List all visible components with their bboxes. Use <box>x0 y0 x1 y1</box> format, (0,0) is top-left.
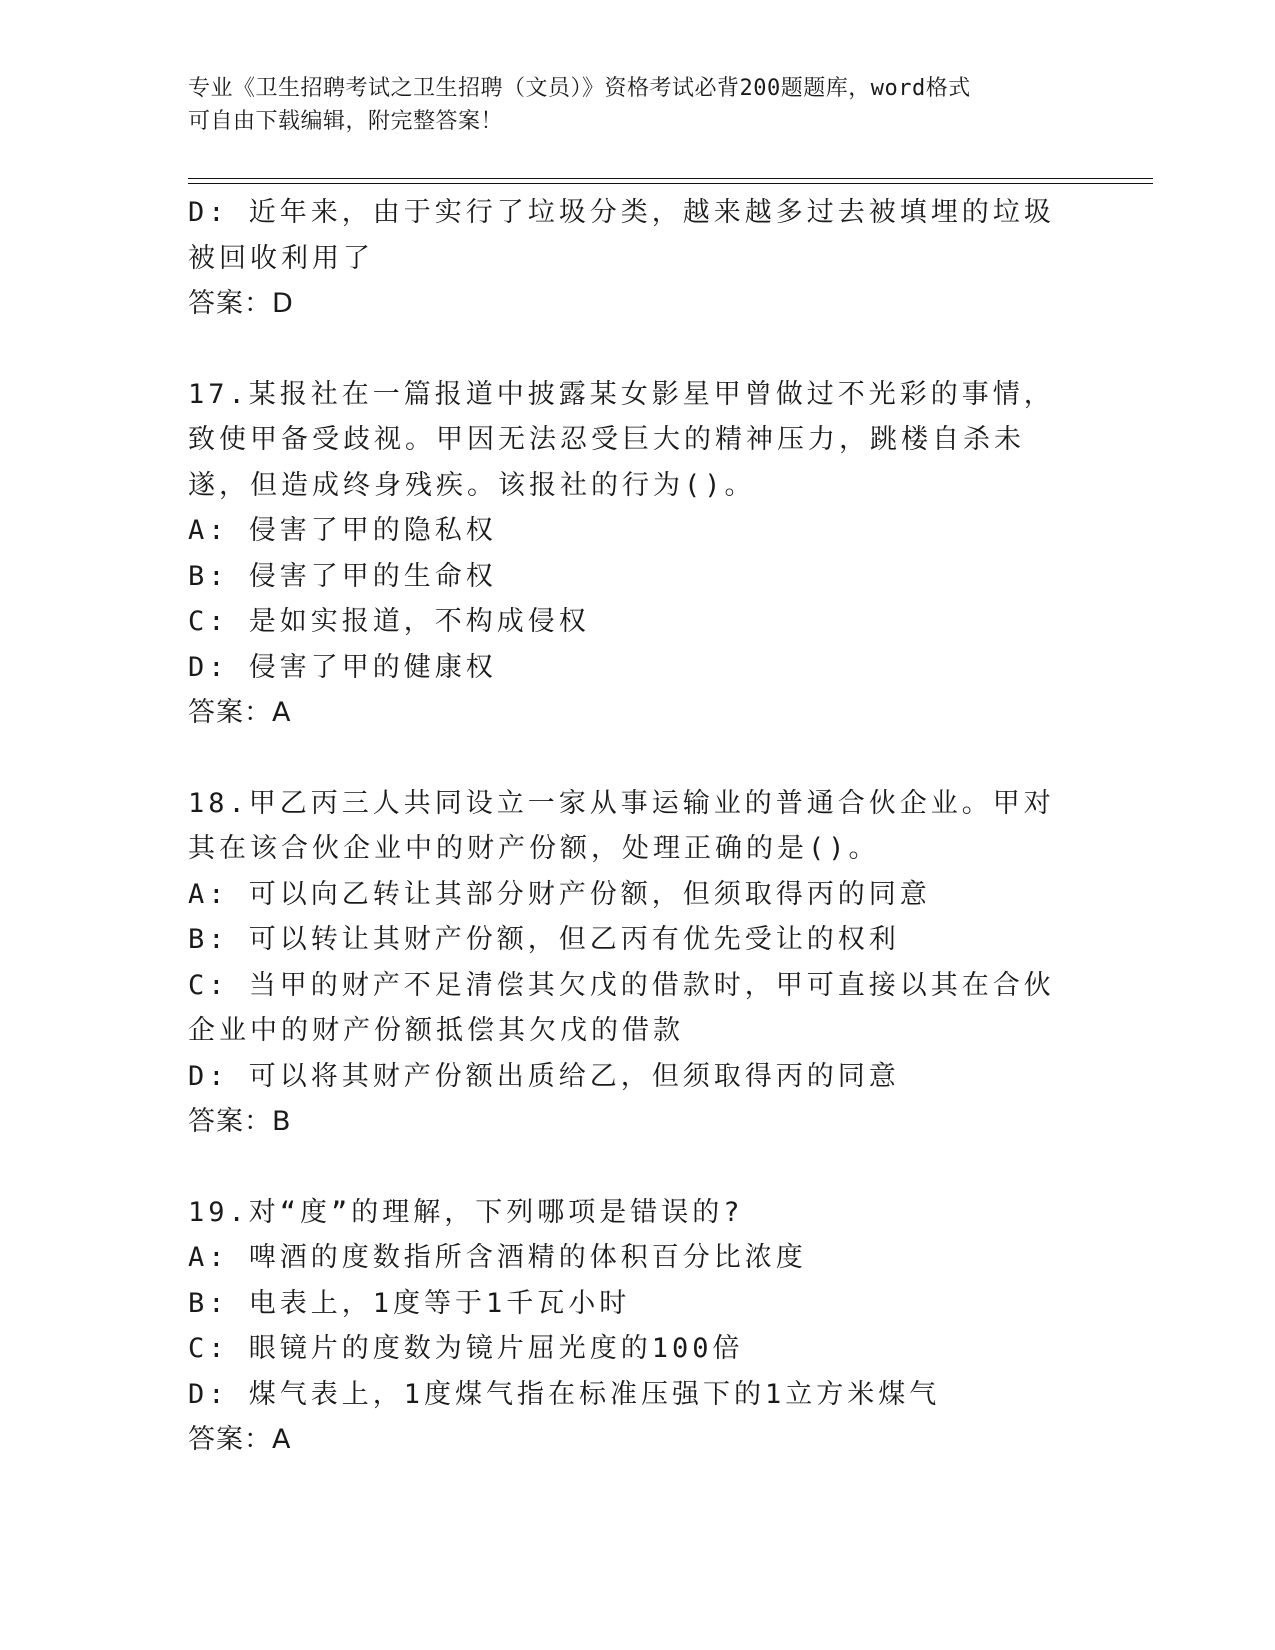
q19-option-a: A: 啤酒的度数指所含酒精的体积百分比浓度 <box>188 1242 807 1273</box>
q19-option-d: D: 煤气表上，1度煤气指在标准压强下的1立方米煤气 <box>188 1378 941 1410</box>
q19-option-c: C: 眼镜片的度数为镜片屈光度的100倍 <box>188 1333 744 1364</box>
q18-option-b: B: 可以转让其财产份额，但乙丙有优先受让的权利 <box>188 924 900 955</box>
q16-option-d: D: 近年来，由于实行了垃圾分类，越来越多过去被填埋的垃圾被回收利用了 <box>188 197 1055 274</box>
spacer <box>188 736 1078 781</box>
question-17 <box>188 372 1078 736</box>
q17-question: 17.某报社在一篇报道中披露某女影星甲曾做过不光彩的事情，致使甲备受歧视。甲因无法忍受巨大的精神压力，跳楼自杀未遂，但造成终身残疾。该报社的行为()。 <box>188 378 1055 501</box>
q19-answer: 答案：A <box>188 1424 292 1455</box>
header-title-line-1: 专业《卫生招聘考试之卫生招聘（文员）》资格考试必背200题题库，word格式 <box>188 76 971 101</box>
q18-option-a: A: 可以向乙转让其部分财产份额，但须取得丙的同意 <box>188 878 931 910</box>
question-content <box>188 190 1078 1463</box>
header-title-line-2: 可自由下载编辑，附完整答案！ <box>188 109 504 134</box>
q19-question: 19.对“度”的理解，下列哪项是错误的? <box>188 1196 744 1228</box>
q17-option-d: D: 侵害了甲的健康权 <box>188 651 497 683</box>
q17-answer: 答案：A <box>188 697 292 728</box>
question-18 <box>188 781 1078 1145</box>
q19-option-b: B: 电表上，1度等于1千瓦小时 <box>188 1287 631 1319</box>
question-19 <box>188 1190 1078 1463</box>
q18-option-d: D: 可以将其财产份额出质给乙，但须取得丙的同意 <box>188 1060 900 1092</box>
q17-option-c: C: 是如实报道，不构成侵权 <box>188 606 590 637</box>
question-16-tail <box>188 190 1078 327</box>
document-header <box>188 72 1068 138</box>
q17-option-a: A: 侵害了甲的隐私权 <box>188 515 497 546</box>
q17-option-b: B: 侵害了甲的生命权 <box>188 560 497 592</box>
q18-question: 18.甲乙丙三人共同设立一家从事运输业的普通合伙企业。甲对其在该合伙企业中的财产份额，处理正确的是()。 <box>188 787 1055 864</box>
q16-answer: 答案：D <box>188 288 294 319</box>
header-rule-bottom <box>188 183 1153 184</box>
q18-option-c: C: 当甲的财产不足清偿其欠戊的借款时，甲可直接以其在合伙企业中的财产份额抵偿其欠戊的借款 <box>188 969 1055 1046</box>
spacer <box>188 1145 1078 1190</box>
spacer <box>188 327 1078 372</box>
q18-answer: 答案：B <box>188 1106 292 1137</box>
header-rule-top <box>188 178 1153 179</box>
